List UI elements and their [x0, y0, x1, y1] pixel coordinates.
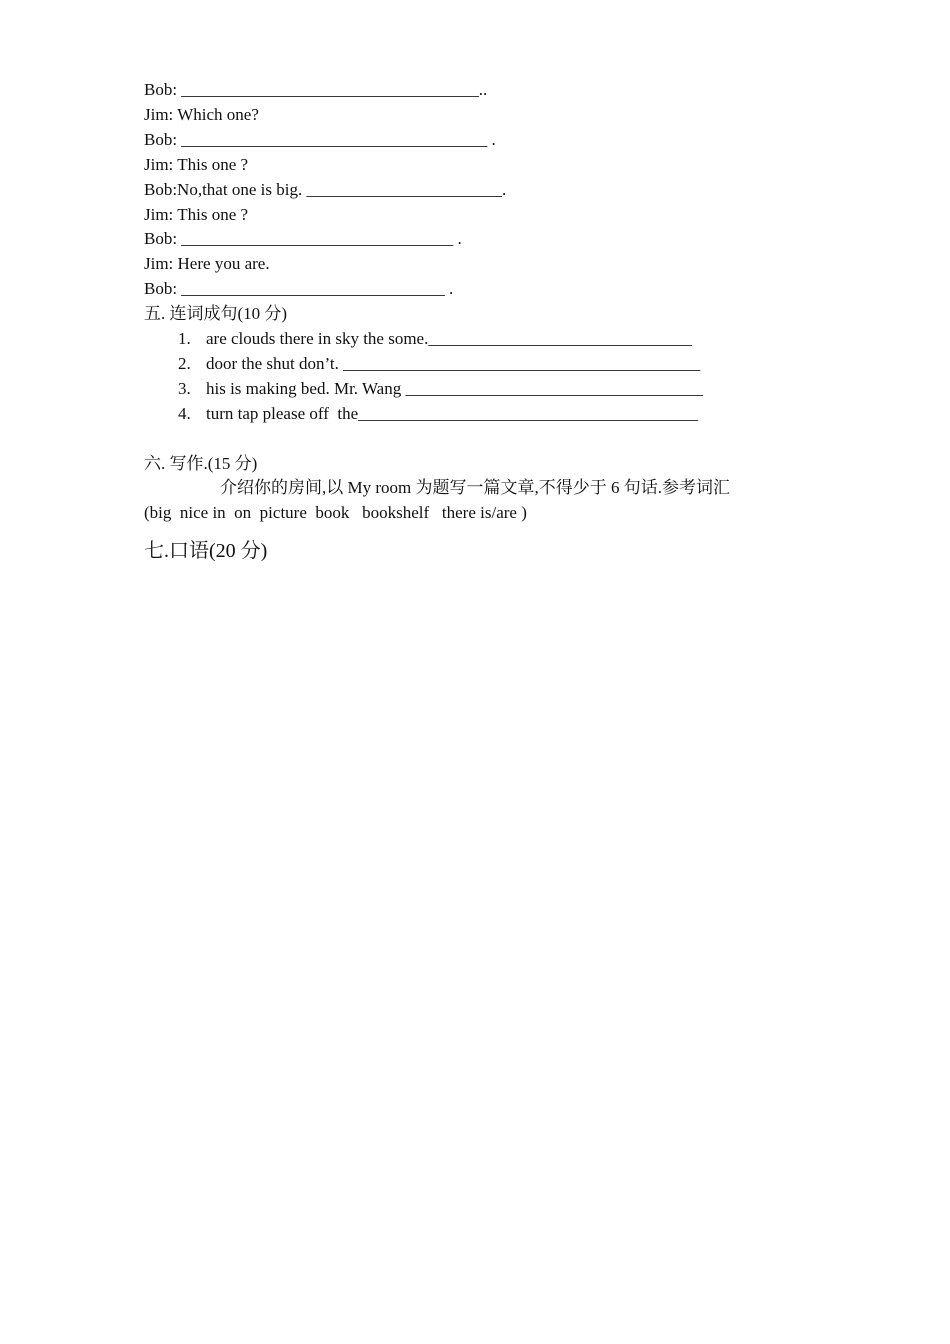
list-text: his is making bed. Mr. Wang ___________________________________: [206, 378, 703, 398]
list-text: door the shut don’t. __________________________________________: [206, 353, 701, 373]
dialogue-line-8: Jim: Here you are.: [144, 254, 270, 274]
section-5-title: 五. 连词成句(10 分): [144, 304, 288, 324]
list-text: turn tap please off the________________________________________: [206, 403, 699, 423]
dialogue-line-6: Jim: This one ?: [144, 204, 249, 224]
list-number: 1.: [178, 329, 191, 349]
blank-line: [144, 427, 824, 452]
section-5: [144, 302, 824, 427]
list-number: 4.: [178, 403, 191, 423]
dialogue-line-1: Bob: ___________________________________..: [144, 80, 488, 99]
section-7: [144, 536, 824, 566]
list-item: [144, 402, 824, 427]
section-6: [144, 452, 824, 527]
dialogue-line-2: Jim: Which one?: [144, 104, 259, 124]
dialogue-line-3: Bob: ____________________________________ .: [144, 129, 496, 149]
exam-page: [144, 78, 824, 566]
section-7-title: 七.口语(20 分): [144, 540, 268, 563]
list-number: 2.: [178, 353, 191, 373]
dialogue-block: [144, 78, 824, 302]
list-item: [144, 352, 824, 377]
section-6-title: 六. 写作.(15 分): [144, 453, 258, 473]
dialogue-line-7: Bob: ________________________________ .: [144, 229, 462, 249]
section-6-instruction: 介绍你的房间,以 My room 为题写一篇文章,不得少于 6 句话.参考词汇: [220, 478, 730, 498]
list-number: 3.: [178, 378, 191, 398]
list-item: [144, 377, 824, 402]
dialogue-line-4: Jim: This one ?: [144, 154, 249, 174]
list-text: are clouds there in sky the some._______________________________: [206, 329, 692, 349]
section-6-vocab: (big nice in on picture book bookshelf there is/are ): [144, 503, 527, 523]
dialogue-line-5: Bob:No,that one is big. _______________________.: [144, 179, 507, 199]
dialogue-line-9: Bob: _______________________________ .: [144, 279, 454, 299]
list-item: [144, 327, 824, 352]
